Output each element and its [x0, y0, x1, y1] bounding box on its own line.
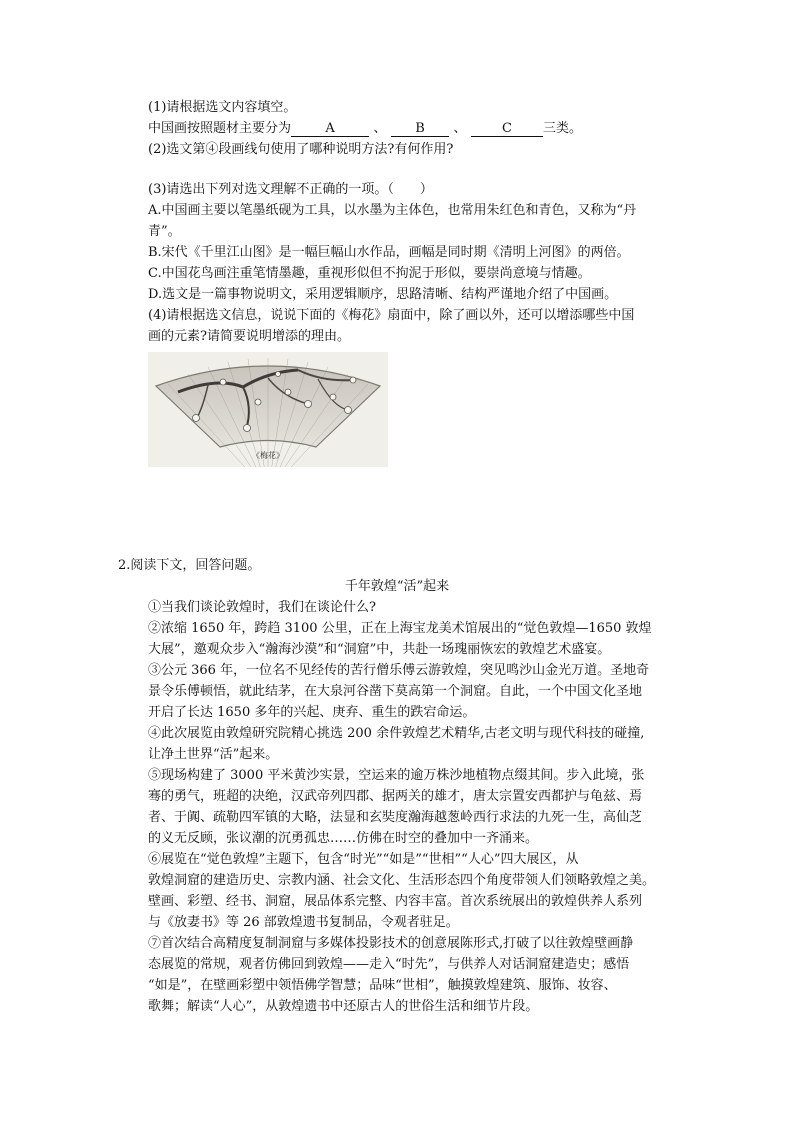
article-line: 景令乐傅顿悟，就此结茅，在大泉河谷凿下莫高第一个洞窟。自此，一个中国文化圣地	[148, 684, 643, 699]
article-line: 大展”，邀观众步入“瀚海沙漠”和“洞窟”中，共赴一场瑰丽恢宏的敦煌艺术盛宴。	[148, 642, 611, 657]
article-line: 开启了长达 1650 多年的兴起、庚弃、重生的跌宕命运。	[148, 705, 476, 720]
article-line: ⑤现场构建了 3000 平米黄沙实景，空运来的逾万株沙地植物点缀其间。步入此境，张	[148, 768, 645, 783]
plum-blossom-fan-image	[148, 352, 388, 467]
article-line: ①当我们谈论敦煌时，我们在谈论什么?	[148, 600, 376, 615]
article-line: ②浓缩 1650 年，跨趋 3100 公里，正在上海宝龙美术馆展出的“觉色敦煌—1650 敦煌	[148, 621, 652, 636]
part2-heading: 2.阅读下文，回答问题。	[118, 558, 261, 573]
q3-option-a-cont: 青”。	[148, 224, 181, 239]
separator: 、	[373, 121, 387, 136]
article-line: 态展览的常规，观者仿佛回到敦煌——走入“时先”，与供养人对话洞窟建造史；感悟	[148, 957, 630, 972]
article-line: 的义无反顾，张议潮的沉勇孤忠……仿佛在时空的叠加中一齐涌来。	[148, 831, 539, 846]
blank-b: B	[391, 121, 449, 137]
article-line: 骞的勇气，班超的决绝，汉武帝列四郡、据两关的雄才，唐太宗置安西都护与龟兹、焉	[148, 789, 643, 804]
q1-stem: 中国画按照题材主要分为	[148, 121, 292, 136]
article-line: ⑥展览在“觉色敦煌”主题下，包含“时光”“如是”“世相”“人心”四大展区，从	[148, 852, 579, 867]
blank-c: C	[471, 121, 543, 137]
article-line: 敦煌洞窟的建造历史、宗教内涵、社会文化、生活形态四个角度带领人们领略敦煌之美。	[148, 873, 656, 888]
article-line: 让净土世界“活”起来。	[148, 747, 279, 762]
article-line: 歌舞；解读“人心”，从敦煌遗书中还原古人的世俗生活和细节片段。	[148, 999, 539, 1014]
article-line: ⑦首次结合高精度复制洞窟与多媒体投影技术的创意展陈形式,打破了以往敦煌壁画静	[148, 936, 634, 951]
article-line: 壁画、彩塑、经书、洞窟，展品体系完整、内容丰富。首次系统展出的敦煌供养人系列	[148, 894, 643, 909]
article-title: 千年敦煌“活”起来	[344, 579, 450, 594]
q3-option-d: D.选文是一篇事物说明文，采用逻辑顺序，思路清晰、结构严谨地介绍了中国画。	[148, 287, 618, 302]
fan-painting-illustration	[148, 352, 388, 467]
q4-text-line2: 画的元素?请简要说明增添的理由。	[148, 329, 350, 344]
q3-option-b: B.宋代《千里江山图》是一幅巨幅山水作品，画幅是同时期《清明上河图》的两倍。	[148, 245, 630, 260]
article-line: 者、于阗、疏勒四军镇的大略，法显和玄奘度瀚海越葱岭西行求法的九死一生，高仙芝	[148, 810, 643, 825]
fan-caption: 《梅花》	[252, 451, 284, 460]
article-line: ③公元 366 年，一位名不见经传的苦行僧乐傅云游敦煌，突见鸣沙山金光万道。圣地奇	[148, 663, 650, 678]
q3-option-a: A.中国画主要以笔墨纸砚为工具，以水墨为主体色，也常用朱红色和青色，又称为“丹	[148, 203, 637, 218]
article-line: ④此次展览由敦煌研究院精心挑选 200 余件敦煌艺术精华,古老文明与现代科技的碰撞,	[148, 726, 645, 741]
q2-text: (2)选文第④段画线句使用了哪种说明方法?有何作用?	[148, 142, 454, 157]
q1-tail: 三类。	[543, 121, 583, 136]
q1-fill-line	[148, 119, 582, 138]
article-line: 与《放妻书》等 26 部敦煌遗书复制品，令观者驻足。	[148, 915, 459, 930]
q4-text-line1: (4)请根据选文信息，说说下面的《梅花》扇面中，除了画以外，还可以增添哪些中国	[148, 308, 635, 323]
separator: 、	[453, 121, 467, 136]
q1-label: (1)请根据选文内容填空。	[148, 100, 297, 115]
blank-a: A	[291, 121, 369, 137]
q3-option-c: C.中国花鸟画注重笔情墨趣，重视形似但不拘泥于形似，要崇尚意境与情趣。	[148, 266, 591, 281]
article-line: “如是”，在壁画彩塑中领悟佛学智慧；品味“世相”，触摸敦煌建筑、服饰、妆容、	[148, 978, 617, 993]
q3-text: (3)请选出下列对选文理解不正确的一项。（ ）	[148, 182, 433, 197]
